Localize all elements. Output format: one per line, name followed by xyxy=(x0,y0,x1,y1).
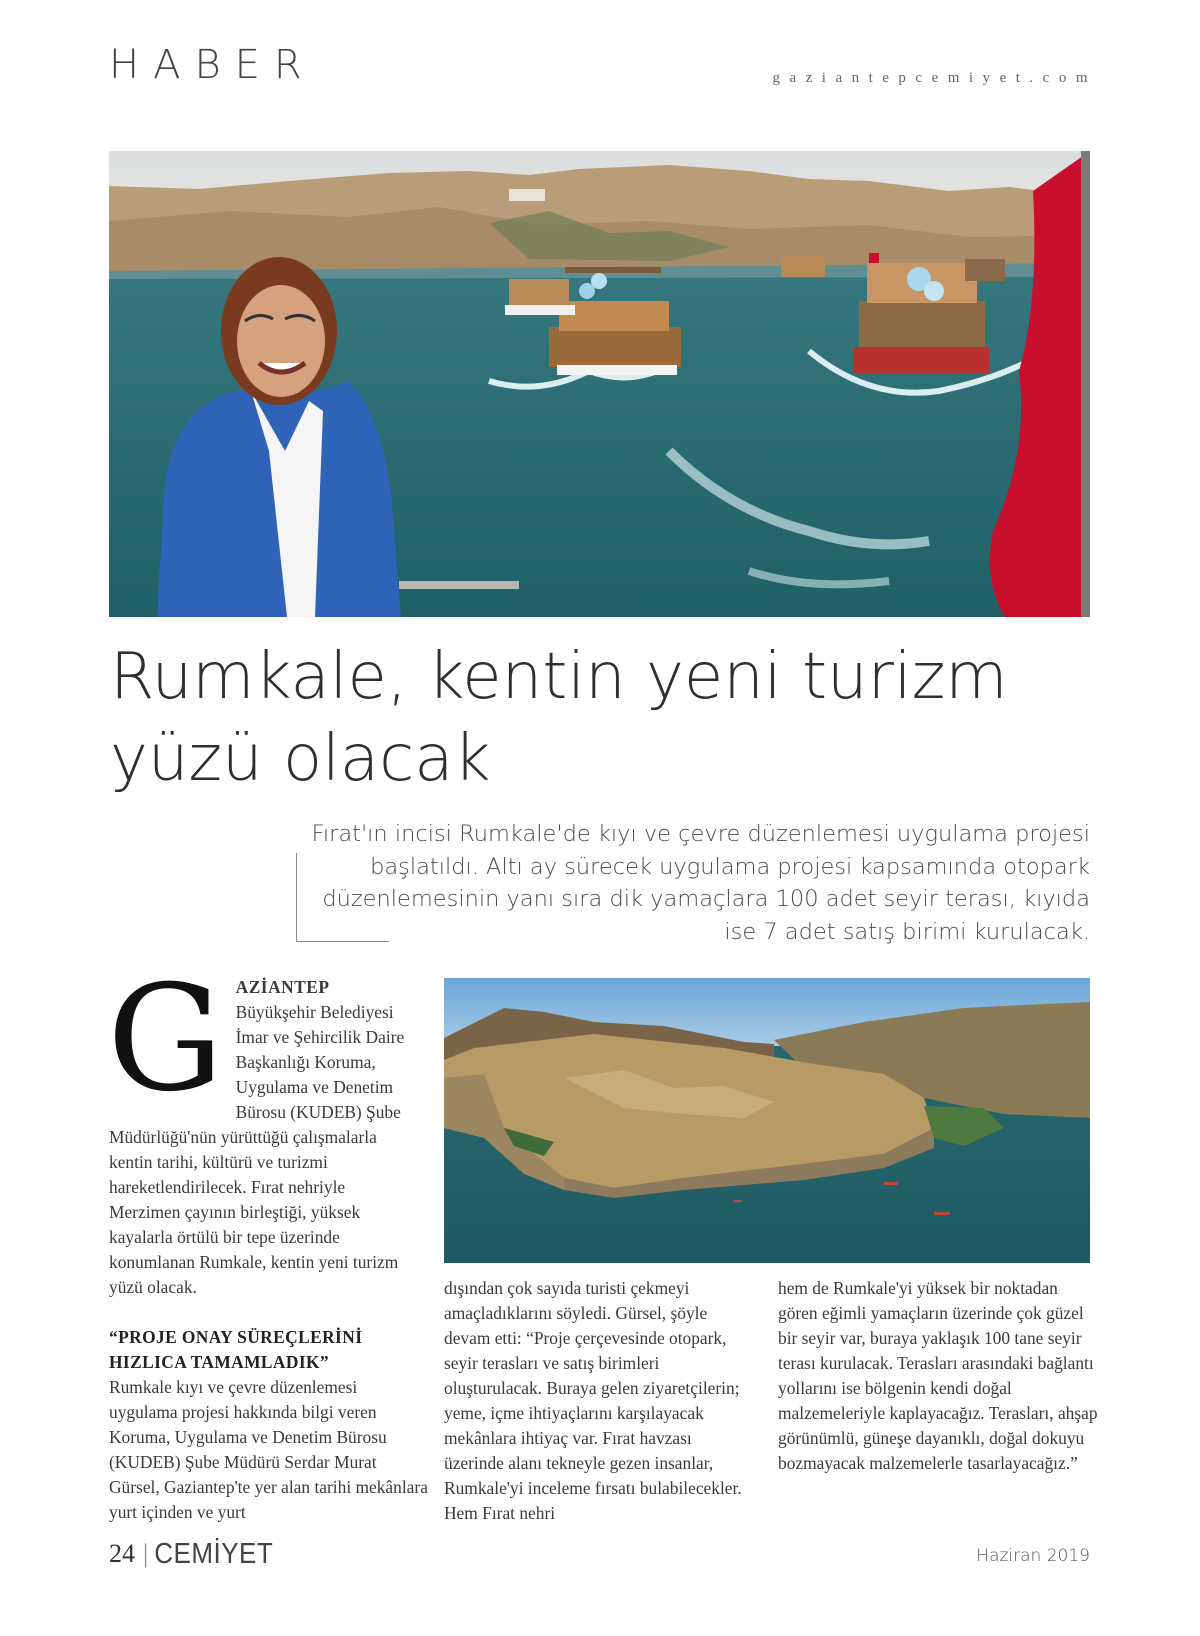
paragraph-4: hem de Rumkale'yi yüksek bir noktadan gören eğimli yamaçların üzerinde çok güzel bir seyir var, buraya yaklaşık 100 tane seyir terası kurulacak. Terasları arasındaki bağlantı yollarını ise bölgenin kendi doğal malzemeleriyle kaplayacağız. Terasları, ahşap görünümlü, güneşe dayanıklı, doğal dokuyu bozmayacak malzemelerle tasarlayacağız.” xyxy=(778,1278,1098,1473)
issue-date: Haziran 2019 xyxy=(976,1546,1090,1566)
website-url[interactable]: gaziantepcemiyet.com xyxy=(772,70,1097,86)
footer-left xyxy=(109,1538,273,1569)
article-headline: Rumkale, kentin yeni turizm yüzü olacak xyxy=(110,640,1008,796)
hero-photo xyxy=(109,151,1090,617)
footer-divider: | xyxy=(143,1539,149,1568)
drop-cap: G xyxy=(107,954,224,1124)
paragraph-2: Rumkale kıyı ve çevre düzenlemesi uygulama projesi hakkında bilgi veren Koruma, Uygulama ve Denetim Bürosu (KUDEB) Şube Müdürü Serdar Murat Gürsel, Gaziantep'te yer alan tarihi mekânlara yurt içinden ve yurt xyxy=(109,1377,428,1522)
section-label: HABER xyxy=(109,42,316,88)
magazine-name: CEMİYET xyxy=(154,1536,274,1570)
article-column-1 xyxy=(107,954,412,1300)
rumkale-aerial-photo xyxy=(444,978,1090,1263)
paragraph-3: dışından çok sayıda turisti çekmeyi amaçladıklarını söyledi. Gürsel, şöyle devam etti: “Proje çerçevesinde otopark, seyir terasları ve satış birimleri oluşturulacak. Buraya gelen ziyaretçilerin; yeme, içme ihtiyaçlarını karşılayacak mekânlara ihtiyaç var. Fırat havzası üzerinde alanı tekneyle gezen insanlar, Rumkale'yi inceleme fırsatı bulabilecekler. Hem Fırat nehri xyxy=(444,1278,742,1523)
article-lead: Fırat'ın incisi Rumkale'de kıyı ve çevre düzenlemesi uygulama projesi başlatıldı. Altı ay sürecek uygulama projesi kapsamında otopark düzenlemesinin yanı sıra dik yamaçlara 100 adet seyir terası, kıyıda ise 7 adet satış birimi kurulacak. xyxy=(311,821,1090,945)
page-number: 24 xyxy=(109,1539,135,1568)
paragraph-1: Büyükşehir Belediyesi İmar ve Şehircilik Daire Başkanlığı Koruma, Uygulama ve Denetim Bürosu (KUDEB) Şube Müdürlüğü'nün yürüttüğü çalışmalarla kentin tarihi, kültürü ve turizmi hareketlendirilecek. Fırat nehriyle Merzimen çayının birleştiği, yüksek kayalarla örtülü bir tepe üzerinde konumlanan Rumkale, kentin yeni turizm yüzü olacak. xyxy=(109,1002,405,1297)
article-subheading: “PROJE ONAY SÜREÇLERİNİ HIZLICA TAMAMLADIK” xyxy=(109,1327,363,1372)
lead-word: AZİANTEP xyxy=(235,977,330,997)
